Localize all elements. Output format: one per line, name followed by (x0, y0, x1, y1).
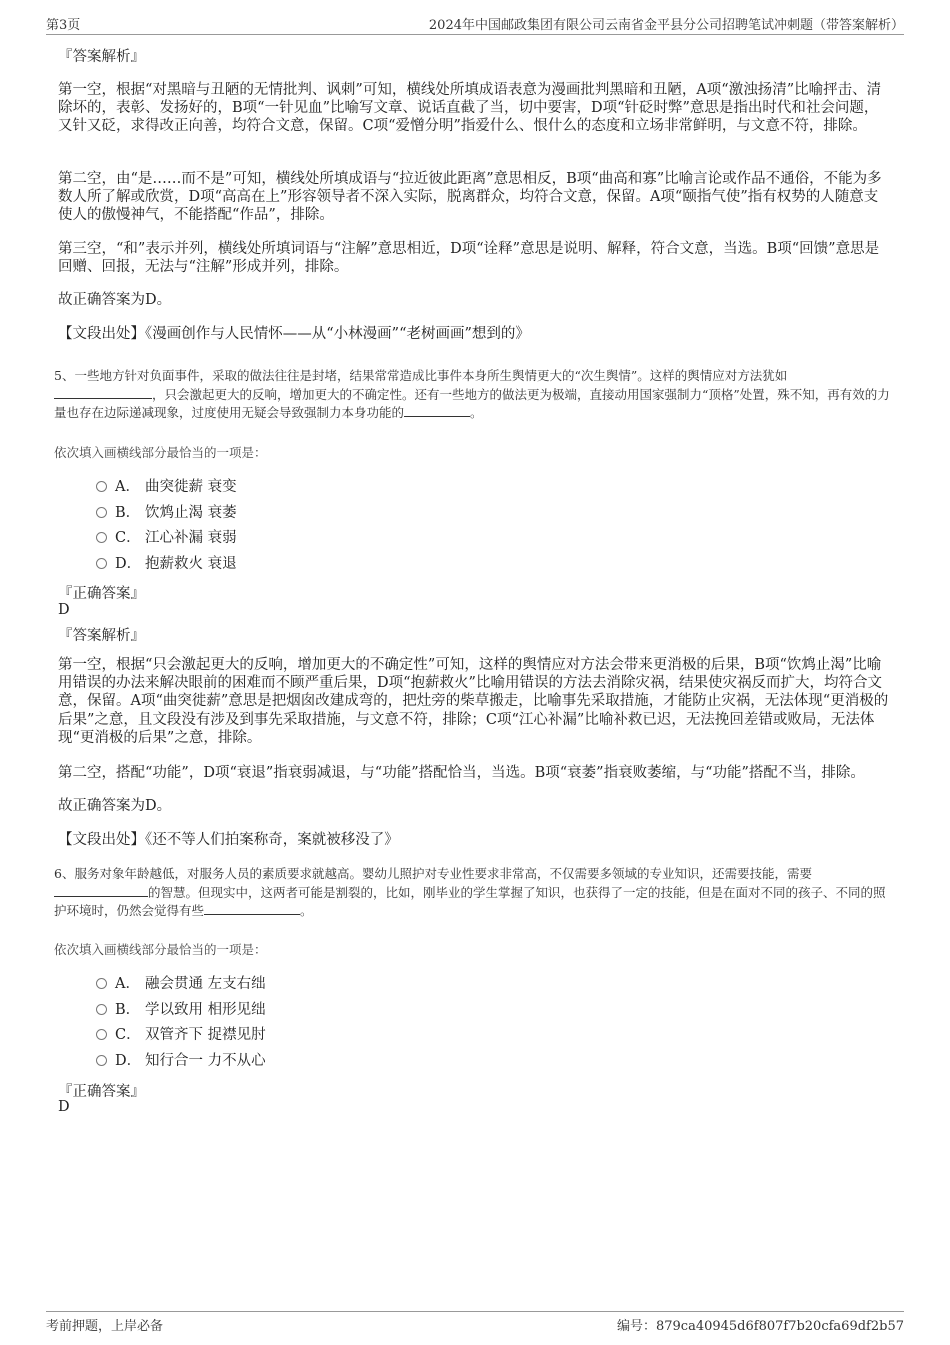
q6-blank-1 (54, 884, 148, 897)
q6-stem (54, 865, 890, 921)
option-letter: D． (115, 556, 142, 572)
q6-option-c[interactable] (96, 1025, 266, 1045)
footer-slogan: 考前押题，上岸必备 (46, 1319, 164, 1334)
q5-analysis-para-2: 第二空，搭配“功能”，D项“衰退”指衰弱减退，与“功能”搭配恰当，当选。B项“衰萎”指衰败萎缩，与“功能”搭配不当，排除。 (58, 765, 865, 781)
document-title: 2024年中国邮政集团有限公司云南省金平县分公司招聘笔试冲刺题（带答案解析） (428, 18, 904, 33)
option-letter: A． (115, 479, 140, 495)
option-text: 融会贯通 左支右绌 (145, 976, 266, 992)
option-letter: C． (115, 1027, 141, 1043)
radio-icon[interactable] (96, 1004, 107, 1015)
q6-answer: D (58, 1099, 70, 1115)
q5-stem-part-1: 5、一些地方针对负面事件，采取的做法往往是封堵，结果常常造成比事件本身所生舆情更大的“次生舆情”。这样的舆情应对方法犹如 (54, 368, 788, 383)
page-footer (46, 1311, 904, 1335)
q5-prompt: 依次填入画横线部分最恰当的一项是： (54, 445, 267, 460)
q5-answer: D (58, 602, 70, 618)
q5-blank-2 (404, 404, 470, 417)
option-letter: B． (115, 505, 141, 521)
q6-prompt: 依次填入画横线部分最恰当的一项是： (54, 942, 267, 957)
radio-icon[interactable] (96, 1055, 107, 1066)
q4-analysis-label: 『答案解析』 (58, 49, 145, 65)
q4-analysis-para-3: 第三空，“和”表示并列，横线处所填词语与“注解”意思相近，D项“诠释”意思是说明、解释，符合文意，当选。B项“回馈”意思是回赠、回报，无法与“注解”形成并列，排除。 (58, 241, 880, 276)
option-letter: B． (115, 1002, 141, 1018)
radio-icon[interactable] (96, 507, 107, 518)
q4-conclusion: 故正确答案为D。 (58, 292, 172, 308)
page-header (46, 14, 904, 35)
q5-source: 【文段出处】《还不等人们拍案称奇，案就被移没了》 (58, 832, 399, 848)
q5-blank-1 (54, 386, 152, 399)
q6-blank-2 (204, 902, 300, 915)
option-letter: A． (115, 976, 140, 992)
radio-icon[interactable] (96, 481, 107, 492)
option-letter: D． (115, 1053, 142, 1069)
q4-source: 【文段出处】《漫画创作与人民情怀——从“小林漫画”“老树画画”想到的》 (58, 326, 530, 342)
q5-stem-part-2: ，只会激起更大的反响，增加更大的不确定性。还有一些地方的做法更为极端，直接动用国家强制力“顶格”处置，殊不知，再有效的力量也存在边际递减现象，过度使用无疑会导致强制力本身功能的 (54, 386, 890, 420)
radio-icon[interactable] (96, 978, 107, 989)
q5-stem-part-3: 。 (470, 405, 483, 420)
q6-option-b[interactable] (96, 1000, 266, 1020)
option-letter: C． (115, 530, 141, 546)
q5-analysis-para-1: 第一空，根据“只会激起更大的反响，增加更大的不确定性”可知，这样的舆情应对方法会带来更消极的后果，B项“饮鸩止渴”比喻用错误的办法来解决眼前的困难而不顾严重后果，D项“抱薪救火”比喻用错误的方法去消除灾祸，结果使灾祸反而扩大，均符合文意，保留。A项“曲突徙薪”意思是把烟囱改建成弯的，把灶旁的柴草搬走，比喻事先采取措施，才能防止灾祸，无法体现“更消极的后果”之意，且文段没有涉及到事先采取措施，与文意不符，排除；C项“江心补漏”比喻补救已迟，无法挽回差错或败局，无法体现“更消极的后果”之意，排除。 (58, 657, 889, 746)
q5-stem (54, 367, 890, 423)
q6-stem-part-2: 的智慧。但现实中，这两者可能是割裂的，比如，刚毕业的学生掌握了知识，也获得了一定的技能，但是在面对不同的孩子、不同的照护环境时，仍然会觉得有些 (54, 884, 886, 918)
option-text: 饮鸩止渴 衰萎 (145, 505, 237, 521)
option-text: 双管齐下 捉襟见肘 (145, 1027, 266, 1043)
q5-option-b[interactable] (96, 503, 237, 523)
q6-answer-label: 『正确答案』 (58, 1084, 145, 1100)
q4-analysis-para-2: 第二空，由“是……而不是”可知，横线处所填成语与“拉近彼此距离”意思相反，B项“曲高和寡”比喻言论或作品不通俗，不能为多数人所了解或欣赏，D项“高高在上”形容领导者不深入实际，脱离群众，均符合文意，保留。A项“颐指气使”指有权势的人随意支使人的傲慢神气，不能搭配“作品”，排除。 (58, 171, 882, 224)
page-number: 第3页 (46, 18, 81, 33)
footer-doc-id: 编号：879ca40945d6f807f7b20cfa69df2b57 (616, 1319, 904, 1334)
option-text: 学以致用 相形见绌 (145, 1002, 266, 1018)
option-text: 曲突徙薪 衰变 (145, 479, 237, 495)
option-text: 江心补漏 衰弱 (145, 530, 237, 546)
q5-option-d[interactable] (96, 554, 237, 574)
q5-option-c[interactable] (96, 528, 237, 548)
radio-icon[interactable] (96, 1029, 107, 1040)
q5-option-a[interactable] (96, 477, 237, 497)
q5-conclusion: 故正确答案为D。 (58, 798, 172, 814)
option-text: 知行合一 力不从心 (145, 1053, 266, 1069)
q6-option-a[interactable] (96, 974, 266, 994)
q5-analysis-label: 『答案解析』 (58, 628, 145, 644)
q4-analysis-para-1: 第一空，根据“对黑暗与丑陋的无情批判、讽刺”可知，横线处所填成语表意为漫画批判黑暗和丑陋，A项“激浊扬清”比喻抨击、清除坏的，表彰、发扬好的，B项“一针见血”比喻写文章、说话直截了当，切中要害，D项“针砭时弊”意思是指出时代和社会问题，又针又砭，求得改正向善，均符合文意，保留。C项“爱憎分明”指爱什么、恨什么的态度和立场非常鲜明，与文意不符，排除。 (58, 82, 882, 135)
q6-option-d[interactable] (96, 1051, 266, 1071)
radio-icon[interactable] (96, 558, 107, 569)
option-text: 抱薪救火 衰退 (145, 556, 237, 572)
q5-answer-label: 『正确答案』 (58, 586, 145, 602)
q6-stem-part-3: 。 (300, 903, 313, 918)
radio-icon[interactable] (96, 532, 107, 543)
q6-stem-part-1: 6、服务对象年龄越低，对服务人员的素质要求就越高。婴幼儿照护对专业性要求非常高，不仅需要多领域的专业知识，还需要技能，需要 (54, 866, 812, 881)
